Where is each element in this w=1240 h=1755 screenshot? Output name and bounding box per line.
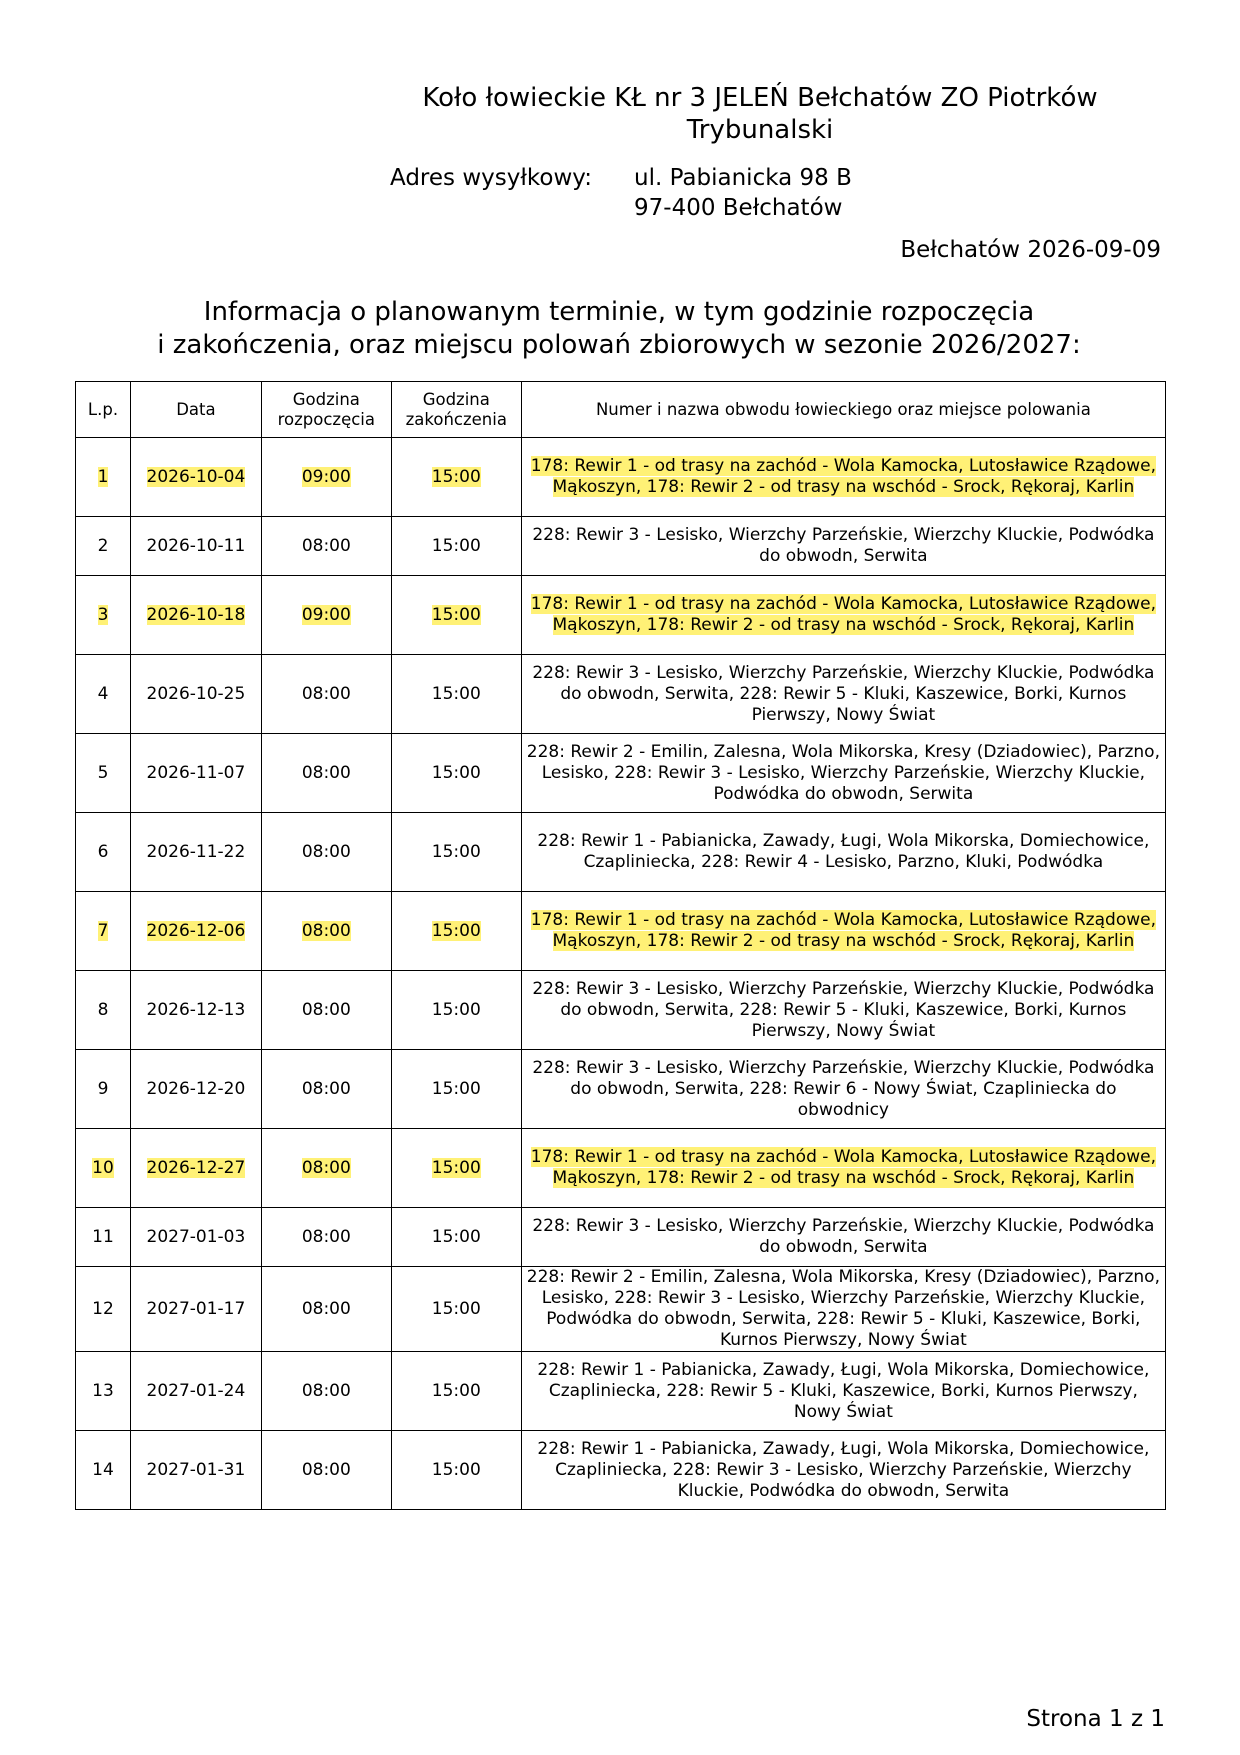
cell-lp <box>76 892 131 971</box>
cell-place <box>521 892 1165 971</box>
cell-end-time-text: 15:00 <box>431 1226 481 1247</box>
cell-lp <box>76 971 131 1050</box>
cell-place <box>521 1267 1165 1352</box>
cell-lp-text: 1 <box>97 466 109 487</box>
address-line-2: 97-400 Bełchatów <box>634 195 843 221</box>
cell-end-time-text: 15:00 <box>431 604 481 625</box>
header-end-time: Godzina zakończenia <box>391 382 521 438</box>
cell-date <box>130 1267 261 1352</box>
table-header-row <box>76 382 1166 438</box>
cell-start-time <box>261 1431 391 1510</box>
cell-place <box>521 734 1165 813</box>
cell-lp <box>76 1050 131 1129</box>
cell-lp-text: 7 <box>97 920 109 941</box>
cell-start-time <box>261 971 391 1050</box>
cell-place <box>521 1431 1165 1510</box>
cell-start-time-text: 09:00 <box>301 466 351 487</box>
cell-place-text: 178: Rewir 1 - od trasy na zachód - Wola Kamocka, Lutosławice Rządowe, Mąkoszyn, 178: Rewir 2 - od trasy na wschód - Srock, Rękoraj, Karlin <box>530 1147 1156 1188</box>
cell-lp-text: 12 <box>92 1298 114 1319</box>
cell-end-time <box>391 517 521 576</box>
document-title-line-2: i zakończenia, oraz miejscu polowań zbiorowych w sezonie 2026/2027: <box>157 330 1081 360</box>
table-row <box>76 1352 1166 1431</box>
cell-date <box>130 892 261 971</box>
cell-place-text: 178: Rewir 1 - od trasy na zachód - Wola Kamocka, Lutosławice Rządowe, Mąkoszyn, 178: Rewir 2 - od trasy na wschód - Srock, Rękoraj, Karlin <box>530 456 1156 497</box>
cell-place-text: 228: Rewir 3 - Lesisko, Wierzchy Parzeńskie, Wierzchy Kluckie, Podwódka do obwodn, Serwita <box>532 525 1155 566</box>
cell-date <box>130 1208 261 1267</box>
cell-start-time-text: 08:00 <box>301 1459 351 1480</box>
cell-end-time-text: 15:00 <box>431 762 481 783</box>
cell-date-text: 2026-12-13 <box>146 999 246 1020</box>
hunt-schedule-table <box>75 381 1166 1510</box>
cell-start-time-text: 08:00 <box>301 1157 351 1178</box>
cell-start-time <box>261 517 391 576</box>
cell-place <box>521 1050 1165 1129</box>
table-row <box>76 438 1166 517</box>
cell-start-time-text: 08:00 <box>301 841 351 862</box>
cell-place-text: 228: Rewir 1 - Pabianicka, Zawady, Ługi, Wola Mikorska, Domiechowice, Czapliniecka, 228: Rewir 4 - Lesisko, Parzno, Kluki, Podwódka <box>537 831 1150 872</box>
cell-end-time <box>391 971 521 1050</box>
table-row <box>76 1267 1166 1352</box>
cell-place-text: 228: Rewir 1 - Pabianicka, Zawady, Ługi, Wola Mikorska, Domiechowice, Czapliniecka, 228: Rewir 5 - Kluki, Kaszewice, Borki, Kurnos Pierwszy, Nowy Świat <box>537 1359 1150 1422</box>
cell-end-time-text: 15:00 <box>431 1459 481 1480</box>
cell-lp <box>76 734 131 813</box>
cell-start-time <box>261 1208 391 1267</box>
cell-end-time-text: 15:00 <box>431 1157 481 1178</box>
cell-end-time-text: 15:00 <box>431 920 481 941</box>
cell-lp <box>76 517 131 576</box>
cell-place <box>521 576 1165 655</box>
table-row <box>76 892 1166 971</box>
cell-start-time-text: 08:00 <box>301 683 351 704</box>
cell-date-text: 2026-10-04 <box>146 466 246 487</box>
table-row <box>76 576 1166 655</box>
table-body <box>76 438 1166 1510</box>
cell-start-time-text: 08:00 <box>301 1226 351 1247</box>
header-date: Data <box>130 382 261 438</box>
header-start-time: Godzina rozpoczęcia <box>261 382 391 438</box>
cell-date-text: 2026-10-18 <box>146 604 246 625</box>
cell-place <box>521 438 1165 517</box>
cell-place-text: 228: Rewir 3 - Lesisko, Wierzchy Parzeńskie, Wierzchy Kluckie, Podwódka do obwodn, Serwita, 228: Rewir 6 - Nowy Świat, Czapliniecka do obwodnicy <box>532 1057 1155 1120</box>
cell-end-time-text: 15:00 <box>431 466 481 487</box>
cell-place-text: 178: Rewir 1 - od trasy na zachód - Wola Kamocka, Lutosławice Rządowe, Mąkoszyn, 178: Rewir 2 - od trasy na wschód - Srock, Rękoraj, Karlin <box>530 910 1156 951</box>
cell-start-time-text: 08:00 <box>301 920 351 941</box>
cell-start-time <box>261 1267 391 1352</box>
cell-end-time-text: 15:00 <box>431 1298 481 1319</box>
cell-end-time <box>391 576 521 655</box>
cell-lp <box>76 1129 131 1208</box>
cell-date <box>130 971 261 1050</box>
cell-end-time-text: 15:00 <box>431 1078 481 1099</box>
cell-end-time-text: 15:00 <box>431 841 481 862</box>
page-number: Strona 1 z 1 <box>1026 1706 1165 1732</box>
cell-date <box>130 1129 261 1208</box>
cell-date-text: 2026-11-07 <box>146 762 246 783</box>
cell-lp-text: 10 <box>92 1157 114 1178</box>
cell-date <box>130 1431 261 1510</box>
table-row <box>76 517 1166 576</box>
cell-lp <box>76 1208 131 1267</box>
cell-end-time-text: 15:00 <box>431 999 481 1020</box>
cell-end-time-text: 15:00 <box>431 535 481 556</box>
cell-date-text: 2026-12-20 <box>146 1078 246 1099</box>
cell-lp <box>76 655 131 734</box>
cell-date-text: 2027-01-03 <box>146 1226 246 1247</box>
cell-start-time-text: 08:00 <box>301 999 351 1020</box>
table-row <box>76 655 1166 734</box>
cell-start-time-text: 08:00 <box>301 1078 351 1099</box>
cell-date <box>130 813 261 892</box>
cell-lp <box>76 1431 131 1510</box>
cell-place-text: 228: Rewir 2 - Emilin, Zalesna, Wola Mikorska, Kresy (Dziadowiec), Parzno, Lesisko, 228: Rewir 3 - Lesisko, Wierzchy Parzeńskie, Wierzchy Kluckie, Podwódka do obwodn, Serwita, 228: Rewir 5 - Kluki, Kaszewice, Borki, Kurnos Pierwszy, Nowy Świat <box>526 1267 1160 1350</box>
cell-start-time <box>261 576 391 655</box>
cell-place <box>521 1352 1165 1431</box>
cell-place-text: 228: Rewir 3 - Lesisko, Wierzchy Parzeńskie, Wierzchy Kluckie, Podwódka do obwodn, Serwita, 228: Rewir 5 - Kluki, Kaszewice, Borki, Kurnos Pierwszy, Nowy Świat <box>532 662 1155 725</box>
cell-start-time-text: 08:00 <box>301 1380 351 1401</box>
cell-end-time <box>391 813 521 892</box>
cell-lp <box>76 576 131 655</box>
cell-start-time <box>261 1352 391 1431</box>
table-row <box>76 971 1166 1050</box>
cell-date-text: 2027-01-24 <box>146 1380 246 1401</box>
mailing-address <box>390 163 852 223</box>
header-lp: L.p. <box>76 382 131 438</box>
place-and-date: Bełchatów 2026-09-09 <box>900 237 1161 263</box>
cell-place <box>521 1129 1165 1208</box>
cell-date <box>130 576 261 655</box>
cell-lp-text: 13 <box>92 1380 114 1401</box>
cell-lp <box>76 1267 131 1352</box>
cell-date-text: 2026-11-22 <box>146 841 246 862</box>
table-row <box>76 1129 1166 1208</box>
cell-date-text: 2026-10-25 <box>146 683 246 704</box>
table-row <box>76 1050 1166 1129</box>
cell-end-time <box>391 1050 521 1129</box>
address-label: Adres wysyłkowy: <box>390 165 592 191</box>
address-line-1: ul. Pabianicka 98 B <box>634 165 852 191</box>
cell-lp-text: 4 <box>97 683 109 704</box>
cell-date-text: 2026-10-11 <box>146 535 246 556</box>
table-row <box>76 734 1166 813</box>
cell-end-time <box>391 1431 521 1510</box>
cell-start-time-text: 08:00 <box>301 762 351 783</box>
cell-date <box>130 655 261 734</box>
cell-end-time-text: 15:00 <box>431 683 481 704</box>
cell-lp <box>76 1352 131 1431</box>
cell-place-text: 178: Rewir 1 - od trasy na zachód - Wola Kamocka, Lutosławice Rządowe, Mąkoszyn, 178: Rewir 2 - od trasy na wschód - Srock, Rękoraj, Karlin <box>530 594 1156 635</box>
cell-place <box>521 971 1165 1050</box>
cell-end-time <box>391 734 521 813</box>
cell-end-time <box>391 892 521 971</box>
cell-start-time-text: 09:00 <box>301 604 351 625</box>
cell-lp-text: 6 <box>97 841 109 862</box>
organization-name: Koło łowieckie KŁ nr 3 JELEŃ Bełchatów ZO Piotrków Trybunalski <box>422 83 1098 145</box>
cell-start-time <box>261 892 391 971</box>
cell-start-time <box>261 813 391 892</box>
cell-start-time <box>261 655 391 734</box>
cell-end-time <box>391 1267 521 1352</box>
document-title <box>74 296 1164 362</box>
cell-date <box>130 517 261 576</box>
cell-lp <box>76 813 131 892</box>
cell-date <box>130 438 261 517</box>
cell-date-text: 2027-01-31 <box>146 1459 246 1480</box>
cell-lp-text: 11 <box>92 1226 114 1247</box>
cell-place <box>521 517 1165 576</box>
cell-lp-text: 5 <box>97 762 109 783</box>
cell-lp-text: 9 <box>97 1078 109 1099</box>
cell-lp-text: 14 <box>92 1459 114 1480</box>
cell-date <box>130 1050 261 1129</box>
cell-place-text: 228: Rewir 2 - Emilin, Zalesna, Wola Mikorska, Kresy (Dziadowiec), Parzno, Lesisko, 228: Rewir 3 - Lesisko, Wierzchy Parzeńskie, Wierzchy Kluckie, Podwódka do obwodn, Serwita <box>526 741 1160 804</box>
table-row <box>76 1431 1166 1510</box>
table-row <box>76 1208 1166 1267</box>
cell-start-time-text: 08:00 <box>301 535 351 556</box>
cell-end-time <box>391 655 521 734</box>
cell-date-text: 2026-12-06 <box>146 920 246 941</box>
document-title-line-1: Informacja o planowanym terminie, w tym godzinie rozpoczęcia <box>203 297 1035 327</box>
cell-date-text: 2027-01-17 <box>146 1298 246 1319</box>
header-place: Numer i nazwa obwodu łowieckiego oraz miejsce polowania <box>521 382 1165 438</box>
cell-place-text: 228: Rewir 1 - Pabianicka, Zawady, Ługi, Wola Mikorska, Domiechowice, Czapliniecka, 228: Rewir 3 - Lesisko, Wierzchy Parzeńskie, Wierzchy Kluckie, Podwódka do obwodn, Serwita <box>537 1438 1150 1501</box>
cell-start-time <box>261 1050 391 1129</box>
cell-start-time <box>261 734 391 813</box>
cell-start-time <box>261 1129 391 1208</box>
cell-place-text: 228: Rewir 3 - Lesisko, Wierzchy Parzeńskie, Wierzchy Kluckie, Podwódka do obwodn, Serwita <box>532 1216 1155 1257</box>
cell-start-time <box>261 438 391 517</box>
cell-lp-text: 2 <box>97 535 109 556</box>
cell-date <box>130 734 261 813</box>
cell-end-time <box>391 1208 521 1267</box>
cell-lp <box>76 438 131 517</box>
cell-end-time <box>391 1129 521 1208</box>
cell-lp-text: 3 <box>97 604 109 625</box>
cell-place <box>521 813 1165 892</box>
cell-end-time <box>391 438 521 517</box>
cell-end-time-text: 15:00 <box>431 1380 481 1401</box>
table-row <box>76 813 1166 892</box>
cell-lp-text: 8 <box>97 999 109 1020</box>
cell-place <box>521 1208 1165 1267</box>
cell-place-text: 228: Rewir 3 - Lesisko, Wierzchy Parzeńskie, Wierzchy Kluckie, Podwódka do obwodn, Serwita, 228: Rewir 5 - Kluki, Kaszewice, Borki, Kurnos Pierwszy, Nowy Świat <box>532 978 1155 1041</box>
cell-place <box>521 655 1165 734</box>
cell-start-time-text: 08:00 <box>301 1298 351 1319</box>
cell-date-text: 2026-12-27 <box>146 1157 246 1178</box>
cell-end-time <box>391 1352 521 1431</box>
cell-date <box>130 1352 261 1431</box>
